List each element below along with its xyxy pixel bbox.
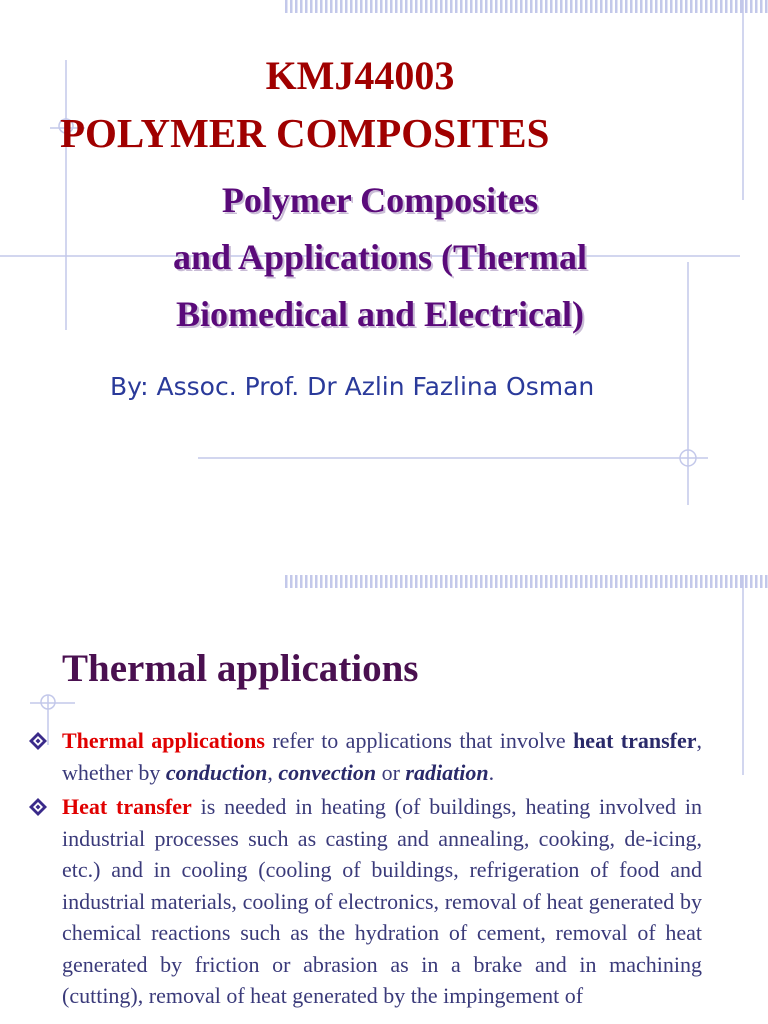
bullet-list — [62, 725, 702, 1015]
diamond-bullet-icon — [28, 797, 48, 817]
top-stripe-band — [285, 575, 768, 588]
content-slide — [0, 575, 768, 1024]
term-heat-transfer-highlight: Heat transfer — [62, 794, 192, 819]
term-thermal-applications: Thermal applications — [62, 728, 265, 753]
diamond-bullet-icon — [28, 731, 48, 751]
bullet-text: , — [267, 759, 279, 785]
top-stripe-band — [285, 0, 768, 13]
term-radiation: radiation — [405, 759, 489, 785]
term-conduction: conduction — [165, 759, 268, 785]
term-heat-transfer: heat transfer — [573, 728, 697, 753]
course-code: KMJ44003 — [265, 53, 455, 98]
bullet-text: , whether by — [62, 728, 702, 785]
course-title: POLYMER COMPOSITES — [60, 110, 550, 156]
bullet-item — [62, 791, 702, 1012]
subtitle-line: Biomedical and Electrical) — [176, 294, 584, 334]
term-convection: convection — [278, 759, 377, 785]
section-heading: Thermal applications — [62, 647, 419, 690]
bullet-item — [62, 725, 702, 788]
bullet-text: refer to applications that involve — [264, 728, 574, 753]
lecture-subtitle — [100, 172, 660, 343]
subtitle-line: Polymer Composites — [221, 180, 539, 220]
bullet-text: or — [376, 759, 406, 785]
bullet-text: . — [488, 759, 495, 785]
subtitle-line: and Applications (Thermal — [172, 237, 588, 277]
bullet-text: is needed in heating (of buildings, heating involved in industrial processes such as casting and annealing, cooking, de-icing, etc.) and in cooling (cooling of buildings, refrigeration of food and industrial materials, cooling of electronics, removal of heat generated by chemical reactions such as the hydration of cement, removal of heat generated by friction or abrasion as in a brake and in machining (cutting), removal of heat generated by the impingement of — [62, 794, 702, 1008]
author-line: By: Assoc. Prof. Dr Azlin Fazlina Osman — [110, 372, 595, 401]
